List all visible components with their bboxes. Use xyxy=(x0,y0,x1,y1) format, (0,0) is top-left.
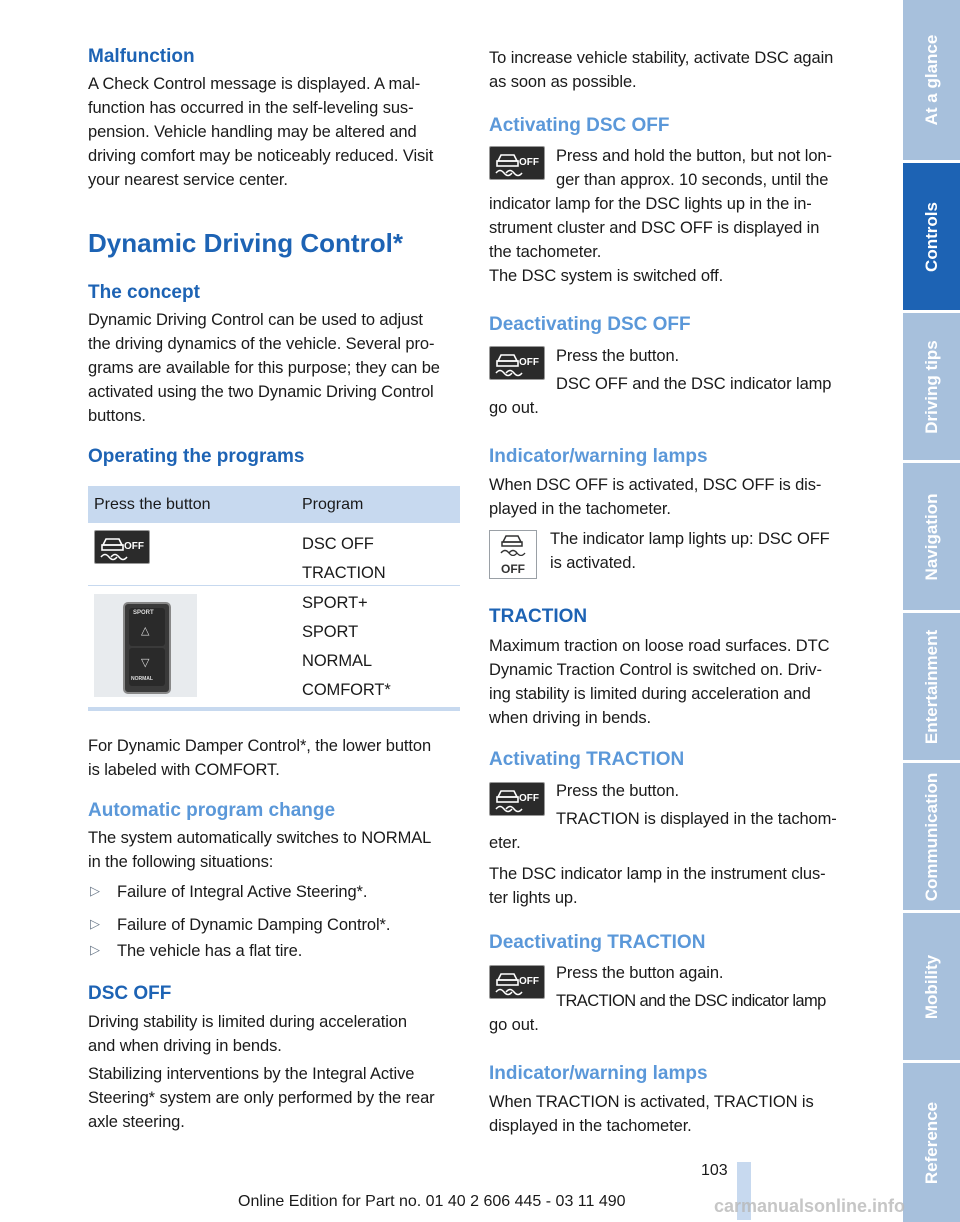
dsc-off-button-icon xyxy=(489,346,545,380)
off-label: OFF xyxy=(519,793,539,804)
up-arrow-icon: △ xyxy=(141,625,150,637)
dsc-off-button-icon xyxy=(489,965,545,999)
switch-top-label: SPORT xyxy=(133,610,154,616)
bullet-icon: ▷ xyxy=(90,916,100,931)
switch-bottom-label: NORMAL xyxy=(131,676,153,682)
page-number: 103 xyxy=(701,1162,728,1179)
dsc-off-button-icon xyxy=(489,782,545,816)
act-dsc-text: indicator lamp for the DSC lights up in the in- strument cluster and DSC OFF is displayed in the tachometer. xyxy=(489,195,820,261)
footer-text: Online Edition for Part no. 01 40 2 606 445 - 03 11 490 xyxy=(238,1193,626,1210)
dsc-off-heading: DSC OFF xyxy=(88,983,172,1004)
table-bottom-rule xyxy=(88,707,460,711)
down-arrow-icon: ▽ xyxy=(141,657,150,669)
dsc-off-lamp-icon xyxy=(489,530,537,579)
table-header xyxy=(88,486,460,523)
tab-reference[interactable]: Reference xyxy=(903,1063,960,1222)
lamp-off-label: OFF xyxy=(501,562,525,576)
car-skid-icon xyxy=(498,534,528,556)
concept-text: Dynamic Driving Control can be used to adjust the driving dynamics of the vehicle. Several pro- grams are available for this purpose; they can be activated using the two Dynamic Driving Control buttons. xyxy=(88,311,440,425)
row1-programs: DSC OFF TRACTION xyxy=(302,535,386,582)
act-dsc-result: The DSC system is switched off. xyxy=(489,267,724,285)
traction-heading: TRACTION xyxy=(489,606,588,627)
indicator-text-1: When DSC OFF is activated, DSC OFF is dis- played in the tachometer. xyxy=(489,476,822,518)
ddc-heading: Dynamic Driving Control* xyxy=(88,228,403,258)
programs-heading: Operating the programs xyxy=(88,446,305,467)
off-label: OFF xyxy=(124,541,144,552)
bullet-icon: ▷ xyxy=(90,942,100,957)
indicator-text-2: When TRACTION is activated, TRACTION is displayed in the tachometer. xyxy=(489,1093,814,1135)
concept-heading: The concept xyxy=(88,282,200,303)
tab-navigation[interactable]: Navigation xyxy=(903,463,960,610)
off-label: OFF xyxy=(519,976,539,987)
dsc-off-button-icon xyxy=(489,146,545,180)
tab-driving-tips[interactable]: Driving tips xyxy=(903,313,960,460)
row2-programs: SPORT+ SPORT NORMAL COMFORT* xyxy=(302,594,391,699)
tab-entertainment[interactable]: Entertainment xyxy=(903,613,960,760)
watermark: carmanualsonline.info xyxy=(714,1196,906,1216)
list-item: The vehicle has a flat tire. xyxy=(117,942,303,960)
comfort-note: For Dynamic Damper Control*, the lower button is labeled with COMFORT. xyxy=(88,737,432,779)
table-row-divider xyxy=(88,585,460,586)
lamp-text-line: is activated. xyxy=(550,554,636,572)
act-dsc-line: ger than approx. 10 seconds, until the xyxy=(556,171,829,189)
deact-dsc-line: DSC OFF and the DSC indicator lamp xyxy=(556,375,832,393)
activating-traction-heading: Activating TRACTION xyxy=(489,749,685,770)
dsc-off-text-2: Stabilizing interventions by the Integral Active Steering* system are only performed by the rear axle steering. xyxy=(88,1065,435,1131)
deact-traction-line: TRACTION and the DSC indicator lamp xyxy=(556,992,826,1010)
tab-controls[interactable]: Controls xyxy=(903,163,960,310)
dsc-off-text: Driving stability is limited during acceleration and when driving in bends. xyxy=(88,1013,407,1055)
auto-change-heading: Automatic program change xyxy=(88,800,336,821)
activating-dsc-off-heading: Activating DSC OFF xyxy=(489,115,670,136)
deactivating-traction-heading: Deactivating TRACTION xyxy=(489,932,706,953)
tab-at-a-glance[interactable]: At a glance xyxy=(903,0,960,160)
indicator-lamps-heading-2: Indicator/warning lamps xyxy=(489,1063,708,1084)
lamp-text-line: The indicator lamp lights up: DSC OFF xyxy=(550,530,830,548)
table-header-button: Press the button xyxy=(94,496,211,513)
intro-text: To increase vehicle stability, activate DSC again as soon as possible. xyxy=(489,49,834,91)
list-item: Failure of Integral Active Steering*. xyxy=(117,883,368,901)
off-label: OFF xyxy=(519,357,539,368)
table-header-program: Program xyxy=(302,496,364,513)
indicator-lamps-heading-1: Indicator/warning lamps xyxy=(489,446,708,467)
deact-dsc-line: Press the button. xyxy=(556,347,680,365)
rocker-switch-image xyxy=(94,594,197,697)
act-traction-line: eter. xyxy=(489,834,521,852)
act-traction-text-2: The DSC indicator lamp in the instrument clus- ter lights up. xyxy=(489,865,826,907)
dsc-off-button-icon xyxy=(94,530,150,564)
deactivating-dsc-off-heading: Deactivating DSC OFF xyxy=(489,314,691,335)
tab-communication[interactable]: Communication xyxy=(903,763,960,910)
deact-traction-line: Press the button again. xyxy=(556,964,724,982)
tab-mobility[interactable]: Mobility xyxy=(903,913,960,1060)
bullet-icon: ▷ xyxy=(90,883,100,898)
malfunction-text: A Check Control message is displayed. A mal- function has occurred in the self-leveling sus- pension. Vehicle handling may be altered and driving comfort may be noticeably reduced. Visit your nearest service center. xyxy=(88,75,434,189)
deact-dsc-line: go out. xyxy=(489,399,539,417)
list-item: Failure of Dynamic Damping Control*. xyxy=(117,916,391,934)
act-dsc-line: Press and hold the button, but not lon- xyxy=(556,147,832,165)
deact-traction-line: go out. xyxy=(489,1016,539,1034)
traction-text: Maximum traction on loose road surfaces. DTC Dynamic Traction Control is switched on. Driv- ing stability is limited during acceleration and when driving in bends. xyxy=(489,637,830,727)
malfunction-heading: Malfunction xyxy=(88,46,195,67)
act-traction-line: Press the button. xyxy=(556,782,680,800)
act-traction-line: TRACTION is displayed in the tachom- xyxy=(556,810,837,828)
off-label: OFF xyxy=(519,157,539,168)
auto-change-text: The system automatically switches to NORMAL in the following situations: xyxy=(88,829,432,871)
